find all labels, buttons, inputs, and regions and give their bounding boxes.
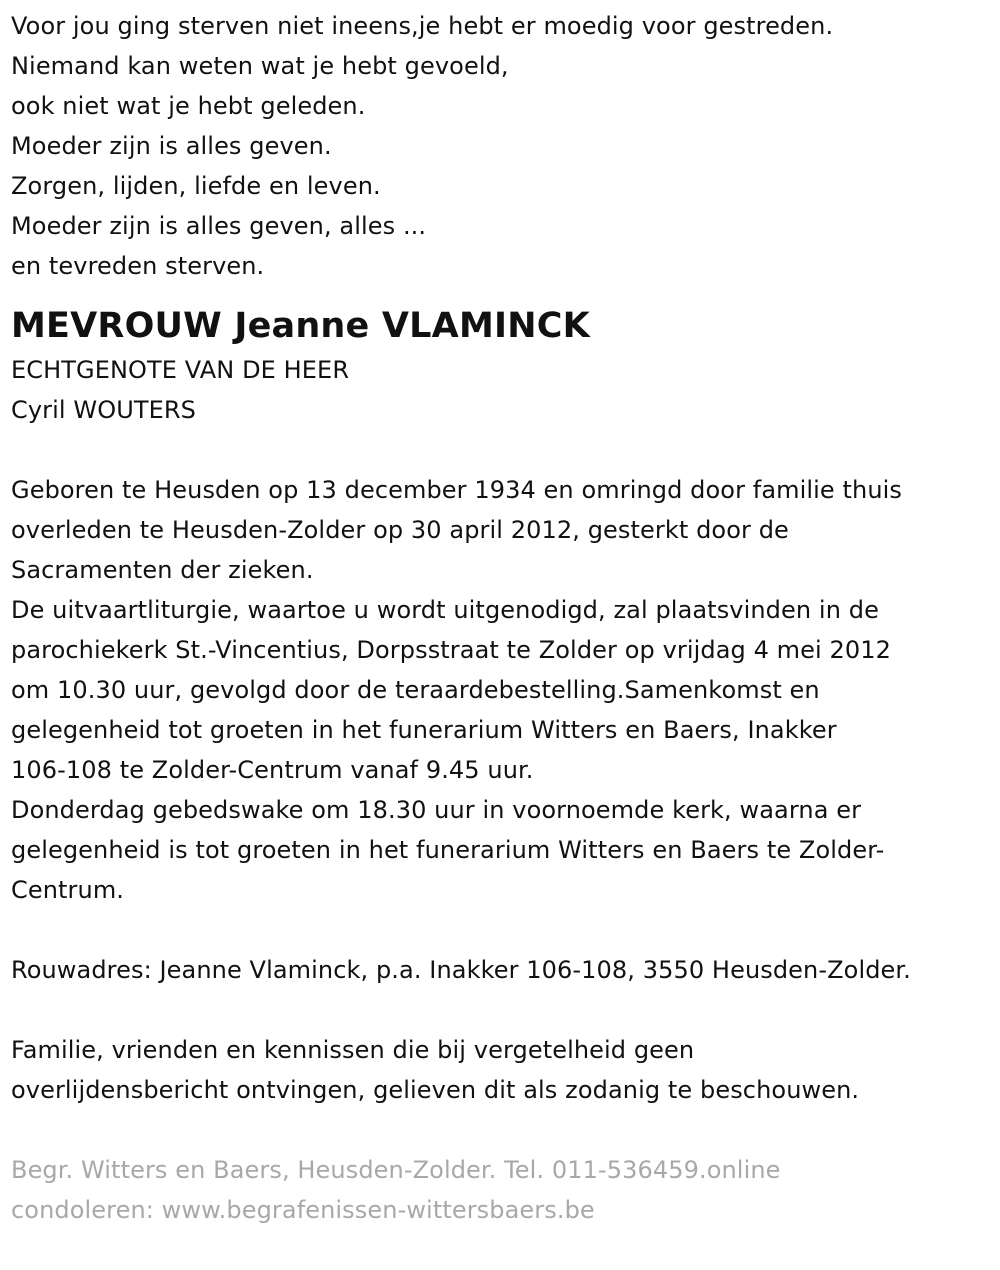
announcement-line: gelegenheid tot groeten in het funerarium Witters en Baers, Inakker <box>11 716 837 744</box>
mourning-address: Rouwadres: Jeanne Vlaminck, p.a. Inakker 106-108, 3550 Heusden-Zolder. <box>11 956 911 984</box>
spacer <box>11 910 991 950</box>
spacer <box>11 430 991 470</box>
poem-line: Moeder zijn is alles geven. <box>11 132 332 160</box>
notice-line: Familie, vrienden en kennissen die bij vergetelheid geen <box>11 1036 695 1064</box>
footer-line: Begr. Witters en Baers, Heusden-Zolder. Tel. 011-536459.online <box>11 1156 781 1184</box>
announcement-line: De uitvaartliturgie, waartoe u wordt uitgenodigd, zal plaatsvinden in de <box>11 596 879 624</box>
announcement-line: om 10.30 uur, gevolgd door de teraardebestelling.Samenkomst en <box>11 676 820 704</box>
funeral-home-footer <box>11 1150 991 1230</box>
poem-line: Zorgen, lijden, liefde en leven. <box>11 172 381 200</box>
announcement-line: parochiekerk St.-Vincentius, Dorpsstraat te Zolder op vrijdag 4 mei 2012 <box>11 636 892 664</box>
poem-line: Voor jou ging sterven niet ineens,je hebt er moedig voor gestreden. <box>11 12 834 40</box>
announcement-line: Donderdag gebedswake om 18.30 uur in voornoemde kerk, waarna er <box>11 796 862 824</box>
spacer <box>11 990 991 1030</box>
spouse-name: Cyril WOUTERS <box>11 396 197 424</box>
poem-line: en tevreden sterven. <box>11 252 265 280</box>
notice <box>11 1030 991 1110</box>
poem-line: Moeder zijn is alles geven, alles ... <box>11 212 427 240</box>
announcement-line: Centrum. <box>11 876 125 904</box>
poem-line: ook niet wat je hebt geleden. <box>11 92 366 120</box>
spacer <box>11 1110 991 1150</box>
announcement-line: gelegenheid is tot groeten in het funerarium Witters en Baers te Zolder- <box>11 836 885 864</box>
announcement-line: overleden te Heusden-Zolder op 30 april 2012, gesterkt door de <box>11 516 789 544</box>
obituary-notice <box>11 6 991 1230</box>
notice-line: overlijdensbericht ontvingen, gelieven dit als zodanig te beschouwen. <box>11 1076 860 1104</box>
footer-line: condoleren: www.begrafenissen-wittersbaers.be <box>11 1196 595 1224</box>
announcement-line: 106-108 te Zolder-Centrum vanaf 9.45 uur. <box>11 756 534 784</box>
announcement-line: Geboren te Heusden op 13 december 1934 en omringd door familie thuis <box>11 476 903 504</box>
announcement <box>11 470 991 910</box>
deceased-name: MEVROUW Jeanne VLAMINCK <box>11 306 590 346</box>
spouse-title: ECHTGENOTE VAN DE HEER <box>11 356 350 384</box>
poem-line: Niemand kan weten wat je hebt gevoeld, <box>11 52 509 80</box>
poem <box>11 6 991 286</box>
announcement-line: Sacramenten der zieken. <box>11 556 314 584</box>
